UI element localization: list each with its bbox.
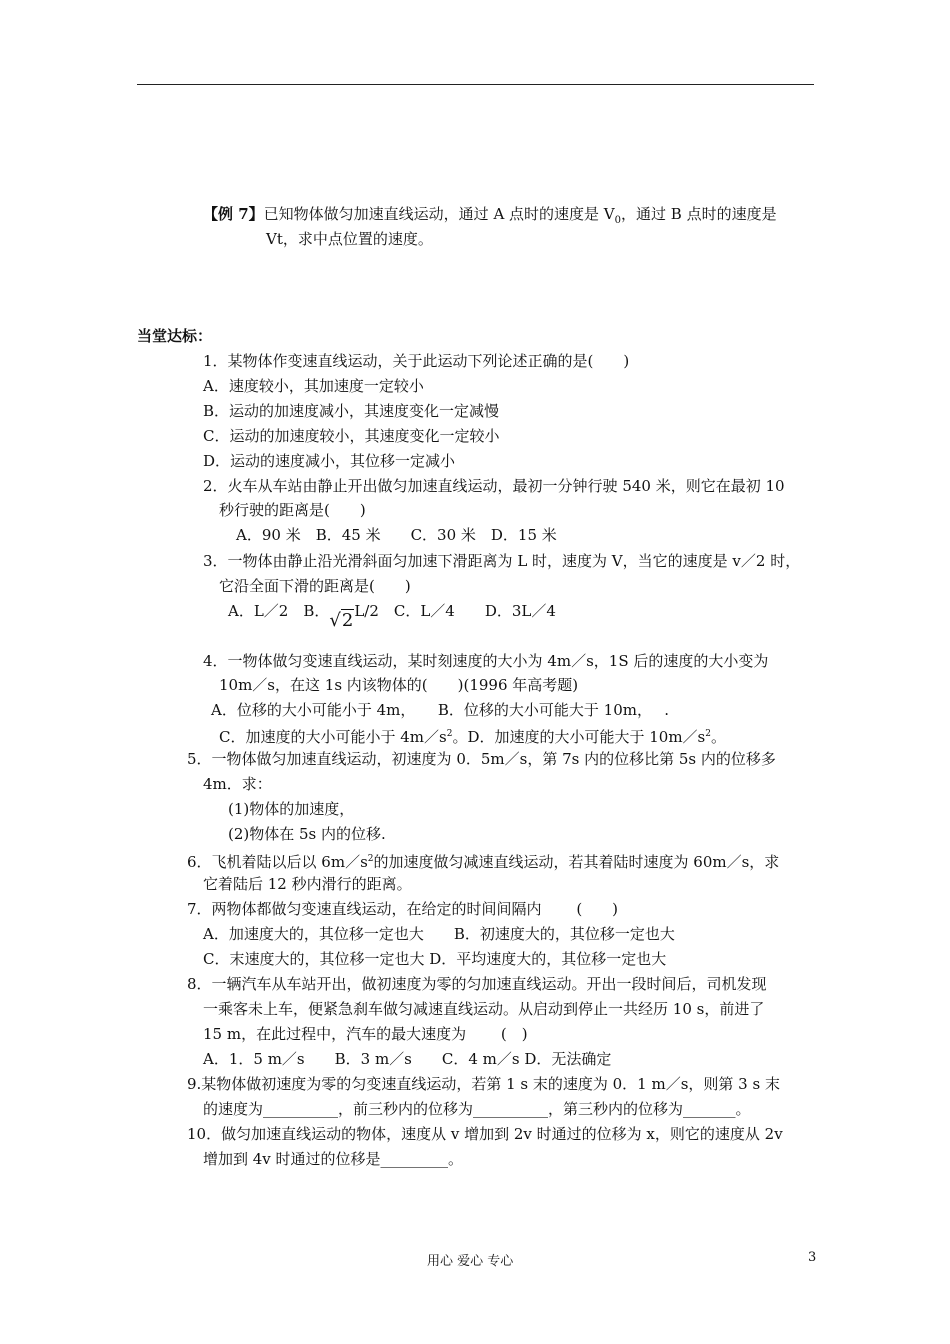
example7-line2: Vt，求中点位置的速度。 xyxy=(266,230,433,248)
question-6-line1: 6．飞机着陆以后以 $6m/s^2$的加速度做匀减速直线运动，若其着陆时速度为 60m／s，求 xyxy=(187,853,780,871)
question-9-line2: 的速度为__________，前三秒内的位移为__________，第三秒内的位移为_______。 xyxy=(203,1100,751,1118)
question-1-option-c: C．运动的加速度较小，其速度变化一定较小 xyxy=(203,427,500,445)
example7-label: 【例 7】 xyxy=(203,205,264,223)
example7-line1: 【例 7】已知物体做匀加速直线运动，通过 A 点时的速度是 $V_0$，通过 B 点时的速度是 xyxy=(203,205,777,226)
header-rule xyxy=(137,84,814,85)
section-title: 当堂达标： xyxy=(137,327,213,345)
question-8-line3: 15 m，在此过程中，汽车的最大速度为 ( ) xyxy=(203,1025,528,1043)
question-9-line1: 9.某物体做初速度为零的匀变速直线运动，若第 1 s 末的速度为 0．1 m／s，则第 3 s 末 xyxy=(187,1075,780,1093)
question-10-line2: 增加到 4v 时通过的位移是_________。 xyxy=(203,1150,464,1168)
question-4-options-cd: C．加速度的大小可能小于 $4m/s^2$。D．加速度的大小可能大于 $10m/s^2$。 xyxy=(219,728,727,746)
question-2-line1: 2．火车从车站由静止开出做匀加速直线运动，最初一分钟行驶 540 米，则它在最初 10 xyxy=(203,477,785,495)
footer-slogan: 用心 爱心 专心 xyxy=(427,1254,514,1269)
sqrt-symbol: √2 xyxy=(329,610,354,631)
question-8-line1: 8．一辆汽车从车站开出，做初速度为零的匀加速直线运动。开出一段时间后，司机发现 xyxy=(187,975,767,993)
question-1-option-b: B．运动的加速度减小，其速度变化一定减慢 xyxy=(203,402,500,420)
question-5-line1: 5．一物体做匀加速直线运动，初速度为 0．5m／s，第 7s 内的位移比第 5s 内的位移多 xyxy=(187,750,776,768)
question-10-line1: 10．做匀加速直线运动的物体，速度从 v 增加到 2v 时通过的位移为 x，则它的速度从 2v xyxy=(187,1125,783,1143)
question-1: 1．某物体作变速直线运动，关于此运动下列论述正确的是( ) xyxy=(203,352,630,370)
question-4-line2: 10m／s，在这 1s 内该物体的( )(1996 年高考题) xyxy=(219,676,579,694)
question-1-option-d: D．运动的速度减小，其位移一定减小 xyxy=(203,452,456,470)
question-6-line2: 它着陆后 12 秒内滑行的距离。 xyxy=(203,875,412,893)
question-1-option-a: A．速度较小，其加速度一定较小 xyxy=(203,377,424,395)
question-5-part1: (1)物体的加速度， xyxy=(228,800,355,818)
question-3-line1: 3．一物体由静止沿光滑斜面匀加速下滑距离为 L 时，速度为 V，当它的速度是 v／2 时， xyxy=(203,552,801,570)
question-7-options-cd: C．末速度大的，其位移一定也大 D．平均速度大的，其位移一定也大 xyxy=(203,950,667,968)
question-8-options: A．1．5 m／s B．3 m／s C．4 m／s D．无法确定 xyxy=(203,1050,612,1068)
question-2-line2: 秒行驶的距离是( ) xyxy=(219,501,366,519)
subscript-0: 0 xyxy=(614,215,622,226)
question-7-line1: 7．两物体都做匀变速直线运动，在给定的时间间隔内 ( ) xyxy=(187,900,619,918)
question-3-options: A．L／2 B．√2L/2 C．L／4 D．3L／4 xyxy=(228,602,556,631)
question-8-line2: 一乘客未上车，便紧急刹车做匀减速直线运动。从启动到停止一共经历 10 s，前进了 xyxy=(203,1000,765,1018)
question-2-options: A．90 米 B．45 米 C．30 米 D．15 米 xyxy=(236,526,557,544)
question-3-line2: 它沿全面下滑的距离是( ) xyxy=(219,577,411,595)
question-7-options-ab: A．加速度大的，其位移一定也大 B．初速度大的，其位移一定也大 xyxy=(203,925,675,943)
question-5-line2: 4m．求： xyxy=(203,775,272,793)
page-number: 3 xyxy=(808,1250,817,1265)
question-5-part2: (2)物体在 5s 内的位移. xyxy=(228,825,386,843)
question-4-line1: 4．一物体做匀变速直线运动，某时刻速度的大小为 4m／s，1S 后的速度的大小变为 xyxy=(203,652,769,670)
question-4-options-ab: A．位移的大小可能小于 4m， B．位移的大小可能大于 10m， . xyxy=(211,701,670,719)
